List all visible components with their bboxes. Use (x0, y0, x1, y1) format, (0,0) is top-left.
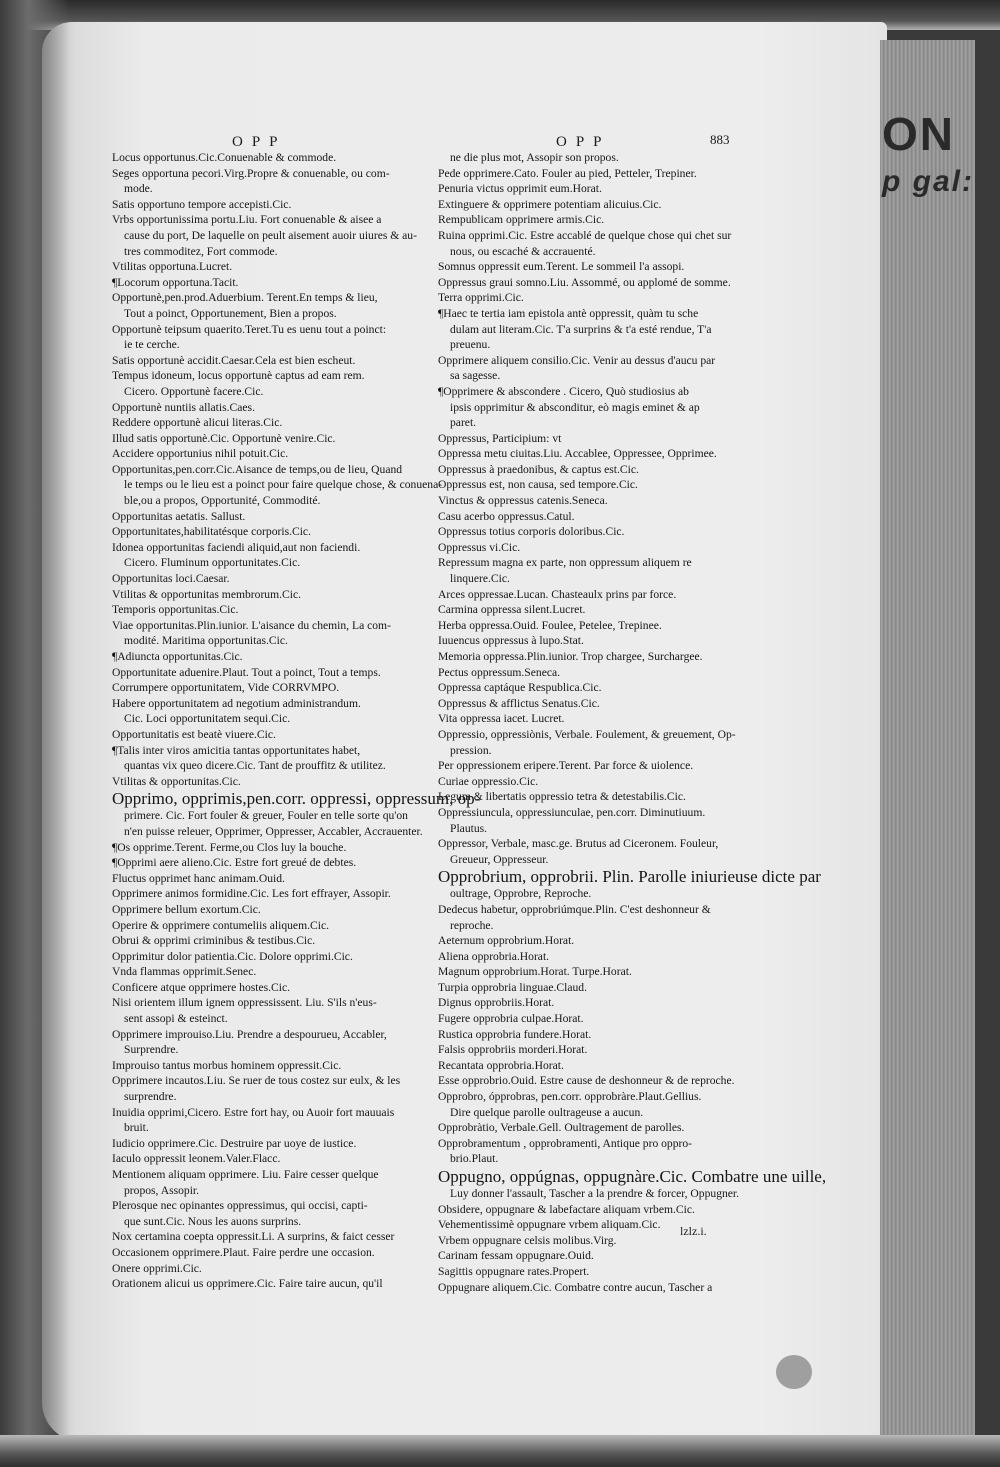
dictionary-line: Oppugno, oppúgnas, oppugnàre.Cic. Combatre une uille, (438, 1167, 827, 1186)
dictionary-line: Magnum opprobrium.Horat. Turpe.Horat. (438, 965, 632, 979)
dictionary-line: Aeternum opprobrium.Horat. (438, 934, 575, 948)
dictionary-line: Opportunitas loci.Caesar. (112, 572, 230, 586)
dictionary-line: Dire quelque parolle oultrageuse a aucun. (450, 1105, 644, 1119)
signature-mark: lzlz.i. (680, 1224, 707, 1238)
dictionary-line: Opprimere animos formidine.Cic. Les fort effrayer, Assopir. (112, 887, 391, 901)
dictionary-line: Repressum magna ex parte, non oppressum aliquem re (438, 556, 692, 570)
dictionary-line: propos, Assopir. (124, 1183, 200, 1197)
dictionary-line: Nox certamina coepta oppressit.Li. A surprins, & faict cesser (112, 1230, 395, 1244)
dictionary-line: Luy donner l'assault, Tascher a la prendre & forcer, Oppugner. (450, 1187, 740, 1200)
spine-shadow (0, 0, 70, 1467)
dictionary-line: bruit. (124, 1121, 149, 1135)
dictionary-line: Opportunitate aduenire.Plaut. Tout a poinct, Tout a temps. (112, 665, 381, 679)
dictionary-line: Oppressus à praedonibus, & captus est.Cic. (438, 462, 639, 476)
bottom-shadow (0, 1435, 1000, 1467)
dictionary-line: ¶Talis inter viros amicitia tantas opportunitates habet, (112, 743, 361, 757)
dictionary-line: dulam aut literam.Cic. T'a surprins & t'a esté rendue, T'a (450, 322, 712, 336)
dictionary-line: Operire & opprimere contumeliis aliquem.Cic. (112, 918, 329, 932)
dictionary-line: Oppressus, Participium: vt (438, 431, 562, 445)
dictionary-line: Oppressiuncula, oppressiunculae, pen.corr. Diminutiuum. (438, 805, 706, 819)
dictionary-line: Accidere opportunius nihil potuit.Cic. (112, 447, 289, 461)
ink-blot (776, 1355, 812, 1389)
dictionary-line: Conficere atque opprimere hostes.Cic. (112, 980, 291, 994)
dictionary-line: Dignus opprobriis.Horat. (438, 996, 555, 1010)
dictionary-line: Terra opprimi.Cic. (438, 291, 524, 305)
dictionary-line: Carmina oppressa silent.Lucret. (438, 603, 586, 617)
dictionary-line: Opportunè nuntiis allatis.Caes. (112, 400, 255, 414)
dictionary-line: Dedecus habetur, opprobriúmque.Plin. C'est deshonneur & (438, 902, 711, 916)
dictionary-line: que sunt.Cic. Nous les auons surprins. (124, 1214, 302, 1228)
dictionary-line: quantas vix queo dicere.Cic. Tant de prouffitz & utilitez. (124, 759, 386, 773)
dictionary-line: Greueur, Oppresseur. (450, 852, 549, 866)
dictionary-line: Vita oppressa iacet. Lucret. (438, 712, 565, 726)
dictionary-line: pression. (450, 743, 492, 757)
page-edges (880, 40, 975, 1440)
dictionary-line: ¶Os opprime.Terent. Ferme,ou Clos luy la bouche. (112, 840, 347, 854)
dictionary-line: Opprobramentum , opprobramenti, Antique pro oppro- (438, 1136, 693, 1150)
dictionary-line: Aliena opprobria.Horat. (438, 949, 550, 963)
dictionary-line: ipsis opprimitur & absconditur, eò magis eminet & ap (450, 400, 700, 414)
dictionary-line: le temps ou le lieu est a poinct pour faire quelque chose, & conuena- (124, 478, 443, 492)
dictionary-line: Satis opportunè accidit.Caesar.Cela est bien escheut. (112, 353, 356, 367)
dictionary-line: Oppressa metu ciuitas.Liu. Accablee, Oppressee, Opprimee. (438, 447, 717, 461)
dictionary-line: Oppressus vi.Cic. (438, 540, 521, 554)
dictionary-line: Opprimere incautos.Liu. Se ruer de tous costez sur eulx, & les (112, 1074, 401, 1088)
dictionary-line: Esse opprobrio.Ouid. Estre cause de deshonneur & de reproche. (438, 1074, 735, 1088)
bleed-through-text: ON p gal: (882, 108, 974, 198)
dictionary-line: Oppugnare aliquem.Cic. Combatre contre aucun, Tascher a (438, 1280, 713, 1294)
dictionary-line: Reddere opportunè alicui literas.Cic. (112, 416, 283, 430)
dictionary-line: Cic. Loci opportunitatem sequi.Cic. (124, 712, 291, 726)
dictionary-line: Plautus. (450, 821, 488, 835)
dictionary-line: Turpia opprobria linguae.Claud. (438, 980, 587, 994)
dictionary-line: Arces oppressae.Lucan. Chasteaulx prins par force. (438, 587, 677, 601)
dictionary-line: Fluctus opprimet hanc animam.Ouid. (112, 871, 285, 885)
dictionary-line: Temporis opportunitas.Cic. (112, 603, 239, 617)
dictionary-line: Iaculo oppressit leonem.Valer.Flacc. (112, 1152, 281, 1166)
dictionary-line: Corrumpere opportunitatem, Vide CORRVMPO. (112, 681, 340, 695)
dictionary-line: Vrbs opportunissima portu.Liu. Fort conuenable & aisee a (112, 213, 382, 227)
dictionary-line: Opprimere bellum exortum.Cic. (112, 902, 261, 916)
dictionary-line: preuenu. (450, 338, 491, 352)
dictionary-line: Viae opportunitas.Plin.iunior. L'aisance du chemin, La com- (112, 618, 391, 632)
dictionary-line: Opportunitatis est beatè viuere.Cic. (112, 727, 276, 741)
dictionary-line: Occasionem opprimere.Plaut. Faire perdre une occasion. (112, 1245, 375, 1259)
dictionary-line: paret. (450, 416, 477, 430)
dictionary-line: Opprobro, ópprobras, pen.corr. opprobràre.Plaut.Gellius. (438, 1090, 702, 1104)
dictionary-line: Opportunitas,pen.corr.Cic.Aisance de temps,ou de lieu, Quand (112, 462, 403, 476)
dictionary-line: Vrbem oppugnare celsis molibus.Virg. (438, 1233, 617, 1247)
dictionary-line: Vtilitas & opportunitas membrorum.Cic. (112, 587, 302, 601)
dictionary-line: Opprimere aliquem consilio.Cic. Venir au dessus d'aucu par (438, 353, 716, 367)
dictionary-line: Fugere opprobria culpae.Horat. (438, 1012, 584, 1026)
dictionary-line: Cicero. Fluminum opportunitates.Cic. (124, 556, 301, 570)
right-column (438, 150, 827, 1295)
dictionary-line: Falsis opprobriis morderi.Horat. (438, 1043, 588, 1057)
dictionary-line: Surprendre. (124, 1043, 179, 1057)
dictionary-line: Opprimitur dolor patientia.Cic. Dolore opprimi.Cic. (112, 949, 353, 963)
dictionary-line: Habere opportunitatem ad negotium administrandum. (112, 696, 361, 710)
dictionary-line: Pede opprimere.Cato. Fouler au pied, Petteler, Trepiner. (438, 166, 697, 180)
dictionary-line: Opportunitas aetatis. Sallust. (112, 509, 246, 523)
dictionary-line: Oppressus & afflictus Senatus.Cic. (438, 696, 600, 710)
dictionary-line: Rempublicam opprimere armis.Cic. (438, 213, 605, 227)
dictionary-line: Memoria oppressa.Plin.iunior. Trop chargee, Surchargee. (438, 650, 703, 663)
dictionary-line: Iudicio opprimere.Cic. Destruire par uoye de iustice. (112, 1136, 357, 1150)
dictionary-line: Oppressus est, non causa, sed tempore.Cic. (438, 478, 638, 492)
dictionary-line: Opportunè,pen.prod.Aduerbium. Terent.En temps & lieu, (112, 291, 378, 305)
dictionary-line: Sagittis oppugnare rates.Propert. (438, 1264, 590, 1278)
dictionary-line: Somnus oppressit eum.Terent. Le sommeil l'a assopi. (438, 260, 685, 274)
dictionary-line: Obrui & opprimi criminibus & testibus.Cic. (112, 934, 316, 948)
dictionary-line: modité. Maritima opportunitas.Cic. (124, 634, 288, 648)
dictionary-line: Ruina opprimi.Cic. Estre accablé de quelque chose qui chet sur (438, 228, 732, 242)
dictionary-line: sa sagesse. (450, 369, 501, 383)
dictionary-line: Oppressor, Verbale, masc.ge. Brutus ad Ciceronem. Fouleur, (438, 837, 719, 851)
dictionary-line: linquere.Cic. (450, 572, 510, 586)
dictionary-line: Opprimo, opprimis,pen.corr. oppressi, oppressum, op- (112, 789, 481, 809)
dictionary-line: Opprobrium, opprobrii. Plin. Parolle iniurieuse dicte par (438, 867, 821, 887)
dictionary-line: cause du port, De laquelle on peult aisement auoir uiures & au- (124, 228, 417, 242)
dictionary-line: n'en puisse releuer, Opprimer, Oppresser, Accabler, Accrauenter. (124, 824, 423, 838)
dictionary-line: ¶Opprimi aere alieno.Cic. Estre fort greué de debtes. (112, 856, 357, 870)
dictionary-line: Legum & libertatis oppressio tetra & detestabilis.Cic. (438, 790, 686, 804)
page-number: 883 (710, 132, 730, 147)
dictionary-line: Mentionem aliquam opprimere. Liu. Faire cesser quelque (112, 1168, 379, 1181)
dictionary-line: Casu acerbo oppressus.Catul. (438, 509, 575, 523)
dictionary-line: surprendre. (124, 1090, 177, 1104)
dictionary-line: ie te cerche. (124, 338, 180, 352)
dictionary-line: ¶Haec te tertia iam epistola antè oppressit, quàm tu sche (438, 306, 699, 320)
dictionary-line: tres commoditez, Fort commode. (124, 244, 278, 258)
dictionary-line: Curiae oppressio.Cic. (438, 774, 539, 788)
running-header-left: OPP (232, 134, 287, 150)
dictionary-line: Improuiso tantus morbus hominem oppressit.Cic. (112, 1058, 342, 1072)
dictionary-line: Oppressus totius corporis doloribus.Cic. (438, 525, 625, 539)
dictionary-line: Vtilitas & opportunitas.Cic. (112, 774, 241, 788)
dictionary-line: Rustica opprobria fundere.Horat. (438, 1027, 592, 1041)
dictionary-line: Seges opportuna pecori.Virg.Propre & conuenable, ou com- (112, 166, 390, 180)
dictionary-line: Penuria victus opprimit eum.Horat. (438, 182, 602, 196)
dictionary-line: Extinguere & opprimere potentiam alicuius.Cic. (438, 197, 662, 211)
dictionary-line: sent assopi & esteinct. (124, 1012, 228, 1026)
dictionary-line: primere. Cic. Fort fouler & greuer, Fouler en telle sorte qu'on (124, 809, 408, 823)
dictionary-line: Locus opportunus.Cic.Conuenable & commode. (112, 151, 337, 164)
dictionary-line: ¶Adiuncta opportunitas.Cic. (112, 650, 243, 663)
dictionary-line: Oppressus graui somno.Liu. Assommé, ou applomé de somme. (438, 275, 731, 289)
dictionary-line: Idonea opportunitas faciendi aliquid,aut non faciendi. (112, 540, 361, 554)
dictionary-line: Pectus oppressum.Seneca. (438, 665, 561, 679)
dictionary-line: Tempus idoneum, locus opportunè captus ad eam rem. (112, 369, 365, 383)
dictionary-line: nous, ou escaché & accrauenté. (450, 244, 596, 258)
dictionary-line: mode. (124, 182, 153, 196)
dictionary-line: Tout a poinct, Opportunement, Bien a propos. (124, 306, 337, 320)
dictionary-line: Onere opprimi.Cic. (112, 1261, 202, 1275)
dictionary-line: brio.Plaut. (450, 1152, 499, 1166)
dictionary-line: ble,ou a propos, Opportunité, Commodité. (124, 494, 321, 508)
dictionary-line: Cicero. Opportunè facere.Cic. (124, 384, 264, 398)
dictionary-line: ¶Locorum opportuna.Tacit. (112, 275, 239, 289)
dictionary-line: Recantata opprobria.Horat. (438, 1058, 564, 1072)
dictionary-line: Opportunè teipsum quaerito.Teret.Tu es uenu tout a poinct: (112, 322, 387, 336)
dictionary-line: Vehementissimè oppugnare vrbem aliquam.Cic. (438, 1218, 661, 1232)
dictionary-line: Per oppressionem eripere.Terent. Par force & uiolence. (438, 759, 694, 773)
running-header-right: OPP (556, 134, 611, 150)
dictionary-line: Iuuencus oppressus à lupo.Stat. (438, 634, 584, 648)
dictionary-line: Vtilitas opportuna.Lucret. (112, 260, 233, 274)
dictionary-line: Oppressio, oppressiònis, Verbale. Foulement, & greuement, Op- (438, 727, 736, 741)
dictionary-line: Inuidia opprimi,Cicero. Estre fort hay, ou Auoir fort mauuais (112, 1105, 395, 1119)
dictionary-line: Vnda flammas opprimit.Senec. (112, 965, 257, 979)
dictionary-line: Vinctus & oppressus catenis.Seneca. (438, 494, 608, 508)
dictionary-line: Oppressa captáque Respublica.Cic. (438, 681, 602, 695)
dictionary-line: Herba oppressa.Ouid. Foulee, Petelee, Trepinee. (438, 618, 662, 632)
dictionary-line: Opprobràtio, Verbale.Gell. Oultragement de parolles. (438, 1121, 685, 1135)
dictionary-line: Orationem alicui us opprimere.Cic. Faire taire aucun, qu'il (112, 1277, 383, 1291)
dictionary-line: Obsidere, oppugnare & labefactare aliquam vrbem.Cic. (438, 1202, 695, 1216)
dictionary-line: reproche. (450, 918, 494, 932)
dictionary-line: oultrage, Opprobre, Reproche. (450, 887, 592, 901)
dictionary-line: Carinam fessam oppugnare.Ouid. (438, 1249, 594, 1263)
dictionary-line: Opprimere improuiso.Liu. Prendre a despourueu, Accabler, (112, 1027, 387, 1041)
dictionary-line: ne die plus mot, Assopir son propos. (450, 151, 619, 164)
dictionary-line: Nisi orientem illum ignem oppressissent. Liu. S'ils n'eus- (112, 996, 377, 1010)
dictionary-line: Opportunitates,habilitatésque corporis.Cic. (112, 525, 311, 539)
dictionary-line: ¶Opprimere & abscondere . Cicero, Quò studiosius ab (438, 384, 689, 398)
dictionary-line: Plerosque nec opinantes oppressimus, qui occisi, capti- (112, 1199, 368, 1213)
dictionary-line: Satis opportuno tempore accepisti.Cic. (112, 197, 292, 211)
dictionary-line: Illud satis opportunè.Cic. Opportunè venire.Cic. (112, 431, 336, 445)
